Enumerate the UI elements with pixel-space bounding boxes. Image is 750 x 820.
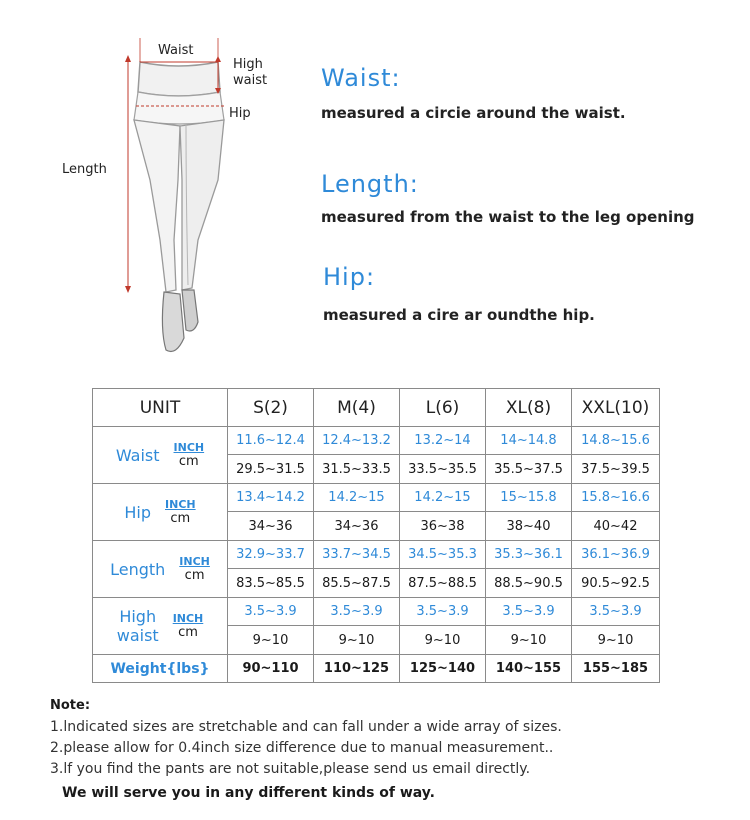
waist-label: Waist — [158, 43, 194, 58]
unit-box — [173, 612, 204, 640]
cm-value: 36~38 — [400, 512, 486, 541]
inch-value: 3.5~3.9 — [400, 598, 486, 626]
inch-value: 35.3~36.1 — [486, 541, 572, 569]
inch-value: 33.7~34.5 — [314, 541, 400, 569]
note-line: 2.please allow for 0.4inch size difference due to manual measurement.. — [50, 740, 554, 756]
weight-label: Weight{lbs} — [93, 655, 228, 683]
inch-value: 13.4~14.2 — [228, 484, 314, 512]
cm-value: 83.5~85.5 — [228, 569, 314, 598]
hip-definition-title: Hip: — [323, 263, 376, 291]
notes-title: Note: — [50, 698, 91, 713]
inch-value: 14.2~15 — [400, 484, 486, 512]
cm-value: 40~42 — [572, 512, 660, 541]
cm-value: 35.5~37.5 — [486, 455, 572, 484]
cm-value: 34~36 — [314, 512, 400, 541]
size-header: XXL(10) — [572, 389, 660, 427]
cm-value: 9~10 — [314, 626, 400, 655]
table-row — [93, 598, 660, 626]
table-row — [93, 541, 660, 569]
length-label: Length — [62, 162, 107, 177]
measure-cell-hip — [93, 484, 228, 541]
cm-unit: cm — [178, 625, 198, 640]
size-header: L(6) — [400, 389, 486, 427]
measure-cell-waist — [93, 427, 228, 484]
measure-cell-length — [93, 541, 228, 598]
inch-value: 15~15.8 — [486, 484, 572, 512]
hip-definition-text: measured a cire ar oundthe hip. — [323, 306, 595, 324]
closing-statement: We will serve you in any different kinds of way. — [62, 785, 435, 801]
cm-value: 29.5~31.5 — [228, 455, 314, 484]
note-line: 1.lndicated sizes are stretchable and can fall under a wide array of sizes. — [50, 719, 562, 735]
left-leg-shape — [134, 120, 180, 292]
leggings-figure — [0, 0, 300, 370]
cm-value: 90.5~92.5 — [572, 569, 660, 598]
cm-value: 34~36 — [228, 512, 314, 541]
leggings-illustration — [0, 0, 300, 370]
waistband-shape — [138, 62, 220, 96]
unit-box — [179, 555, 210, 583]
notes-section — [50, 698, 730, 801]
inch-value: 3.5~3.9 — [572, 598, 660, 626]
cm-value: 85.5~87.5 — [314, 569, 400, 598]
cm-value: 38~40 — [486, 512, 572, 541]
inch-value: 3.5~3.9 — [228, 598, 314, 626]
size-header: M(4) — [314, 389, 400, 427]
weight-value: 140~155 — [486, 655, 572, 683]
inch-value: 14.8~15.6 — [572, 427, 660, 455]
inch-unit: INCH — [173, 441, 205, 454]
waist-definition-title: Waist: — [321, 64, 401, 92]
right-shoe-shape — [182, 290, 198, 331]
inch-value: 11.6~12.4 — [228, 427, 314, 455]
cm-value: 37.5~39.5 — [572, 455, 660, 484]
measure-name: High waist — [116, 607, 159, 645]
inch-value: 36.1~36.9 — [572, 541, 660, 569]
unit-box — [174, 441, 205, 469]
table-header-row — [93, 389, 660, 427]
inch-unit: INCH — [179, 555, 210, 568]
weight-value: 90~110 — [228, 655, 314, 683]
measure-cell-high-waist — [93, 598, 228, 655]
measure-name: Waist — [115, 445, 160, 465]
cm-value: 9~10 — [486, 626, 572, 655]
inch-value: 15.8~16.6 — [572, 484, 660, 512]
table-row — [93, 484, 660, 512]
inch-value: 3.5~3.9 — [314, 598, 400, 626]
inch-value: 3.5~3.9 — [486, 598, 572, 626]
length-definition-title: Length: — [321, 170, 419, 198]
table-row — [93, 427, 660, 455]
size-header: XL(8) — [486, 389, 572, 427]
inch-value: 32.9~33.7 — [228, 541, 314, 569]
length-arrow-top — [125, 55, 131, 62]
note-line: 3.lf you find the pants are not suitable,please send us email directly. — [50, 761, 531, 777]
weight-row — [93, 655, 660, 683]
high-waist-label: High waist — [233, 57, 268, 88]
cm-value: 9~10 — [400, 626, 486, 655]
cm-value: 9~10 — [572, 626, 660, 655]
hip-label: Hip — [229, 106, 251, 121]
high-waist-arrow-top — [215, 56, 221, 62]
inch-value: 12.4~13.2 — [314, 427, 400, 455]
inch-value: 34.5~35.3 — [400, 541, 486, 569]
size-chart-table — [92, 388, 660, 683]
weight-value: 110~125 — [314, 655, 400, 683]
unit-header: UNIT — [93, 389, 228, 427]
inch-value: 13.2~14 — [400, 427, 486, 455]
cm-value: 33.5~35.5 — [400, 455, 486, 484]
cm-unit: cm — [184, 568, 205, 583]
measure-name: Length — [110, 559, 166, 579]
left-shoe-shape — [162, 292, 184, 352]
length-definition-text: measured from the waist to the leg opening — [321, 208, 695, 226]
waist-definition-text: measured a circie around the waist. — [321, 104, 626, 122]
cm-unit: cm — [170, 511, 191, 526]
cm-value: 88.5~90.5 — [486, 569, 572, 598]
weight-value: 125~140 — [400, 655, 486, 683]
inch-unit: INCH — [172, 612, 204, 625]
inch-unit: INCH — [165, 498, 196, 511]
weight-value: 155~185 — [572, 655, 660, 683]
cm-value: 9~10 — [228, 626, 314, 655]
size-header: S(2) — [228, 389, 314, 427]
measure-name: Hip — [124, 502, 152, 522]
length-arrow-bottom — [125, 286, 131, 293]
cm-unit: cm — [178, 454, 199, 469]
inch-value: 14~14.8 — [486, 427, 572, 455]
inch-value: 14.2~15 — [314, 484, 400, 512]
cm-value: 31.5~33.5 — [314, 455, 400, 484]
hip-shape — [134, 92, 224, 124]
cm-value: 87.5~88.5 — [400, 569, 486, 598]
unit-box — [165, 498, 196, 526]
